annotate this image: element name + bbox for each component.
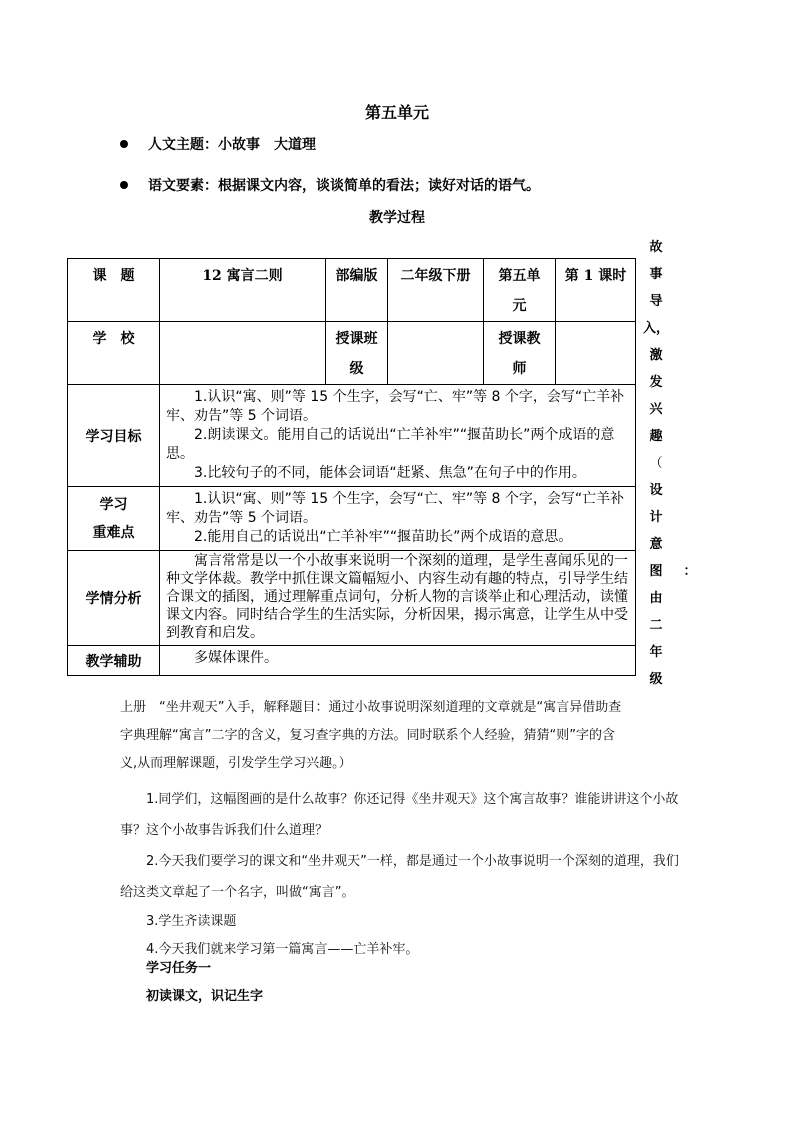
table-row-goals xyxy=(68,385,636,487)
topic-value: 12 寓言二则 xyxy=(160,259,326,322)
bullet-text: 人文主题：小故事 大道理 xyxy=(148,137,316,153)
side-char: 级 xyxy=(649,672,663,687)
table-row-topic xyxy=(68,259,636,322)
school-label: 学 校 xyxy=(68,322,160,385)
side-char: 事 xyxy=(649,267,663,282)
side-char: 意 xyxy=(649,537,663,552)
task-title: 学习任务一 xyxy=(146,961,212,976)
teacher-value xyxy=(556,322,636,385)
class-value xyxy=(388,322,484,385)
step-paragraph: 4.今天我们就来学习第一篇寓言——亡羊补牢。 xyxy=(146,942,419,957)
grade: 二年级下册 xyxy=(388,259,484,322)
table-row-analysis xyxy=(68,551,636,646)
unit-title: 第五单元 xyxy=(364,103,429,122)
bullet-humanities-theme xyxy=(120,134,316,154)
key-points-label-line2: 重难点 xyxy=(92,524,135,541)
step-paragraph: 2.今天我们要学习的课文和“坐井观天”一样，都是通过一个小故事说明一个深刻的道理，我们给这类文章起了一个名字，叫做“寓言”。 xyxy=(120,854,679,900)
side-char: 故 xyxy=(649,240,663,255)
bullet-language-elements xyxy=(120,175,540,195)
side-char: 趣 xyxy=(649,429,663,444)
side-char: 入， xyxy=(642,321,669,336)
class-label: 授课班级 xyxy=(326,322,388,385)
aids-content xyxy=(160,646,636,676)
design-line: 上册 “坐井观天”入手，解释题目：通过小故事说明深刻道理的文章就是“寓言异借助查 xyxy=(120,700,622,715)
bullet-text: 语文要素：根据课文内容，谈谈简单的看法；读好对话的语气。 xyxy=(148,178,540,194)
lesson-steps xyxy=(120,784,680,964)
table-row-aids xyxy=(68,646,636,676)
school-value xyxy=(160,322,326,385)
side-char: 发 xyxy=(649,375,663,390)
analysis-content xyxy=(160,551,636,646)
table-row-school xyxy=(68,322,636,385)
aids-label: 教学辅助 xyxy=(68,646,160,676)
goal-item: 2.朗读课文。能用自己的话说出“亡羊补牢”“揠苗助长”两个成语的意思。 xyxy=(166,427,615,462)
key-point-item: 2.能用自己的话说出“亡羊补牢”“揠苗助长”两个成语的意思。 xyxy=(194,529,573,545)
bullet-dot-icon xyxy=(120,140,128,148)
goals-label: 学习目标 xyxy=(68,385,160,487)
side-char: 图 xyxy=(649,564,663,579)
design-intent-continuation xyxy=(120,694,680,778)
goal-item: 1.认识“寓、则”等 15 个生字，会写“亡、牢”等 8 个字，会写“亡羊补牢、劝告”等 5 个词语。 xyxy=(166,389,625,424)
period: 第 1 课时 xyxy=(556,259,636,322)
step-paragraph: 1.同学们，这幅图画的是什么故事？你还记得《坐井观天》这个寓言故事？谁能讲讲这个小故事？这个小故事告诉我们什么道理？ xyxy=(120,792,679,838)
unit: 第五单元 xyxy=(484,259,556,322)
side-char: 兴 xyxy=(649,402,663,417)
process-title: 教学过程 xyxy=(369,210,425,226)
side-char: 设 xyxy=(649,483,663,498)
side-char: 导 xyxy=(649,294,663,309)
side-design-note xyxy=(641,234,697,693)
task-subtitle: 初读课文，识记生字 xyxy=(146,989,264,1004)
side-char: 计 xyxy=(649,510,663,525)
aids-text: 多媒体课件。 xyxy=(194,650,278,666)
topic-label: 课 题 xyxy=(68,259,160,322)
key-point-item: 1.认识“寓、则”等 15 个生字，会写“亡、牢”等 8 个字，会写“亡羊补牢、劝告”等 5 个词语。 xyxy=(166,491,625,526)
analysis-text: 寓言常常是以一个小故事来说明一个深刻的道理，是学生喜闻乐见的一种文学体裁。教学中抓住课文篇幅短小、内容生动有趣的特点，引导学生结合课文的插图，通过理解重点词句，分析人物的言谈举止和心理活动，读懂课文内容。同时结合学生的生活实际，分析因果，揭示寓意，让学生从中受到教育和启发。 xyxy=(166,553,628,641)
analysis-label: 学情分析 xyxy=(68,551,160,646)
side-char: 年 xyxy=(649,645,663,660)
lesson-table xyxy=(67,258,636,676)
side-char: ： xyxy=(683,564,697,579)
key-points-label-line1: 学习 xyxy=(99,496,128,513)
goals-content xyxy=(160,385,636,487)
side-char: 激 xyxy=(649,348,663,363)
design-line: 字典理解“寓言”二字的含义，复习查字典的方法。同时联系个人经验，猜猜“则”字的含 xyxy=(120,728,615,743)
table-row-key-points xyxy=(68,487,636,551)
goal-item: 3.比较句子的不同，能体会词语“赶紧、焦急”在句子中的作用。 xyxy=(194,465,586,481)
side-char: （ xyxy=(649,456,663,471)
teacher-label: 授课教师 xyxy=(484,322,556,385)
design-line: 义,从而理解课题，引发学生学习兴趣。） xyxy=(120,756,352,771)
step-paragraph: 3.学生齐读课题 xyxy=(146,914,237,929)
edition: 部编版 xyxy=(326,259,388,322)
bullet-dot-icon xyxy=(120,181,128,189)
key-points-label xyxy=(68,487,160,551)
side-char: 二 xyxy=(649,618,663,633)
side-char: 由 xyxy=(649,591,663,606)
key-points-content xyxy=(160,487,636,551)
